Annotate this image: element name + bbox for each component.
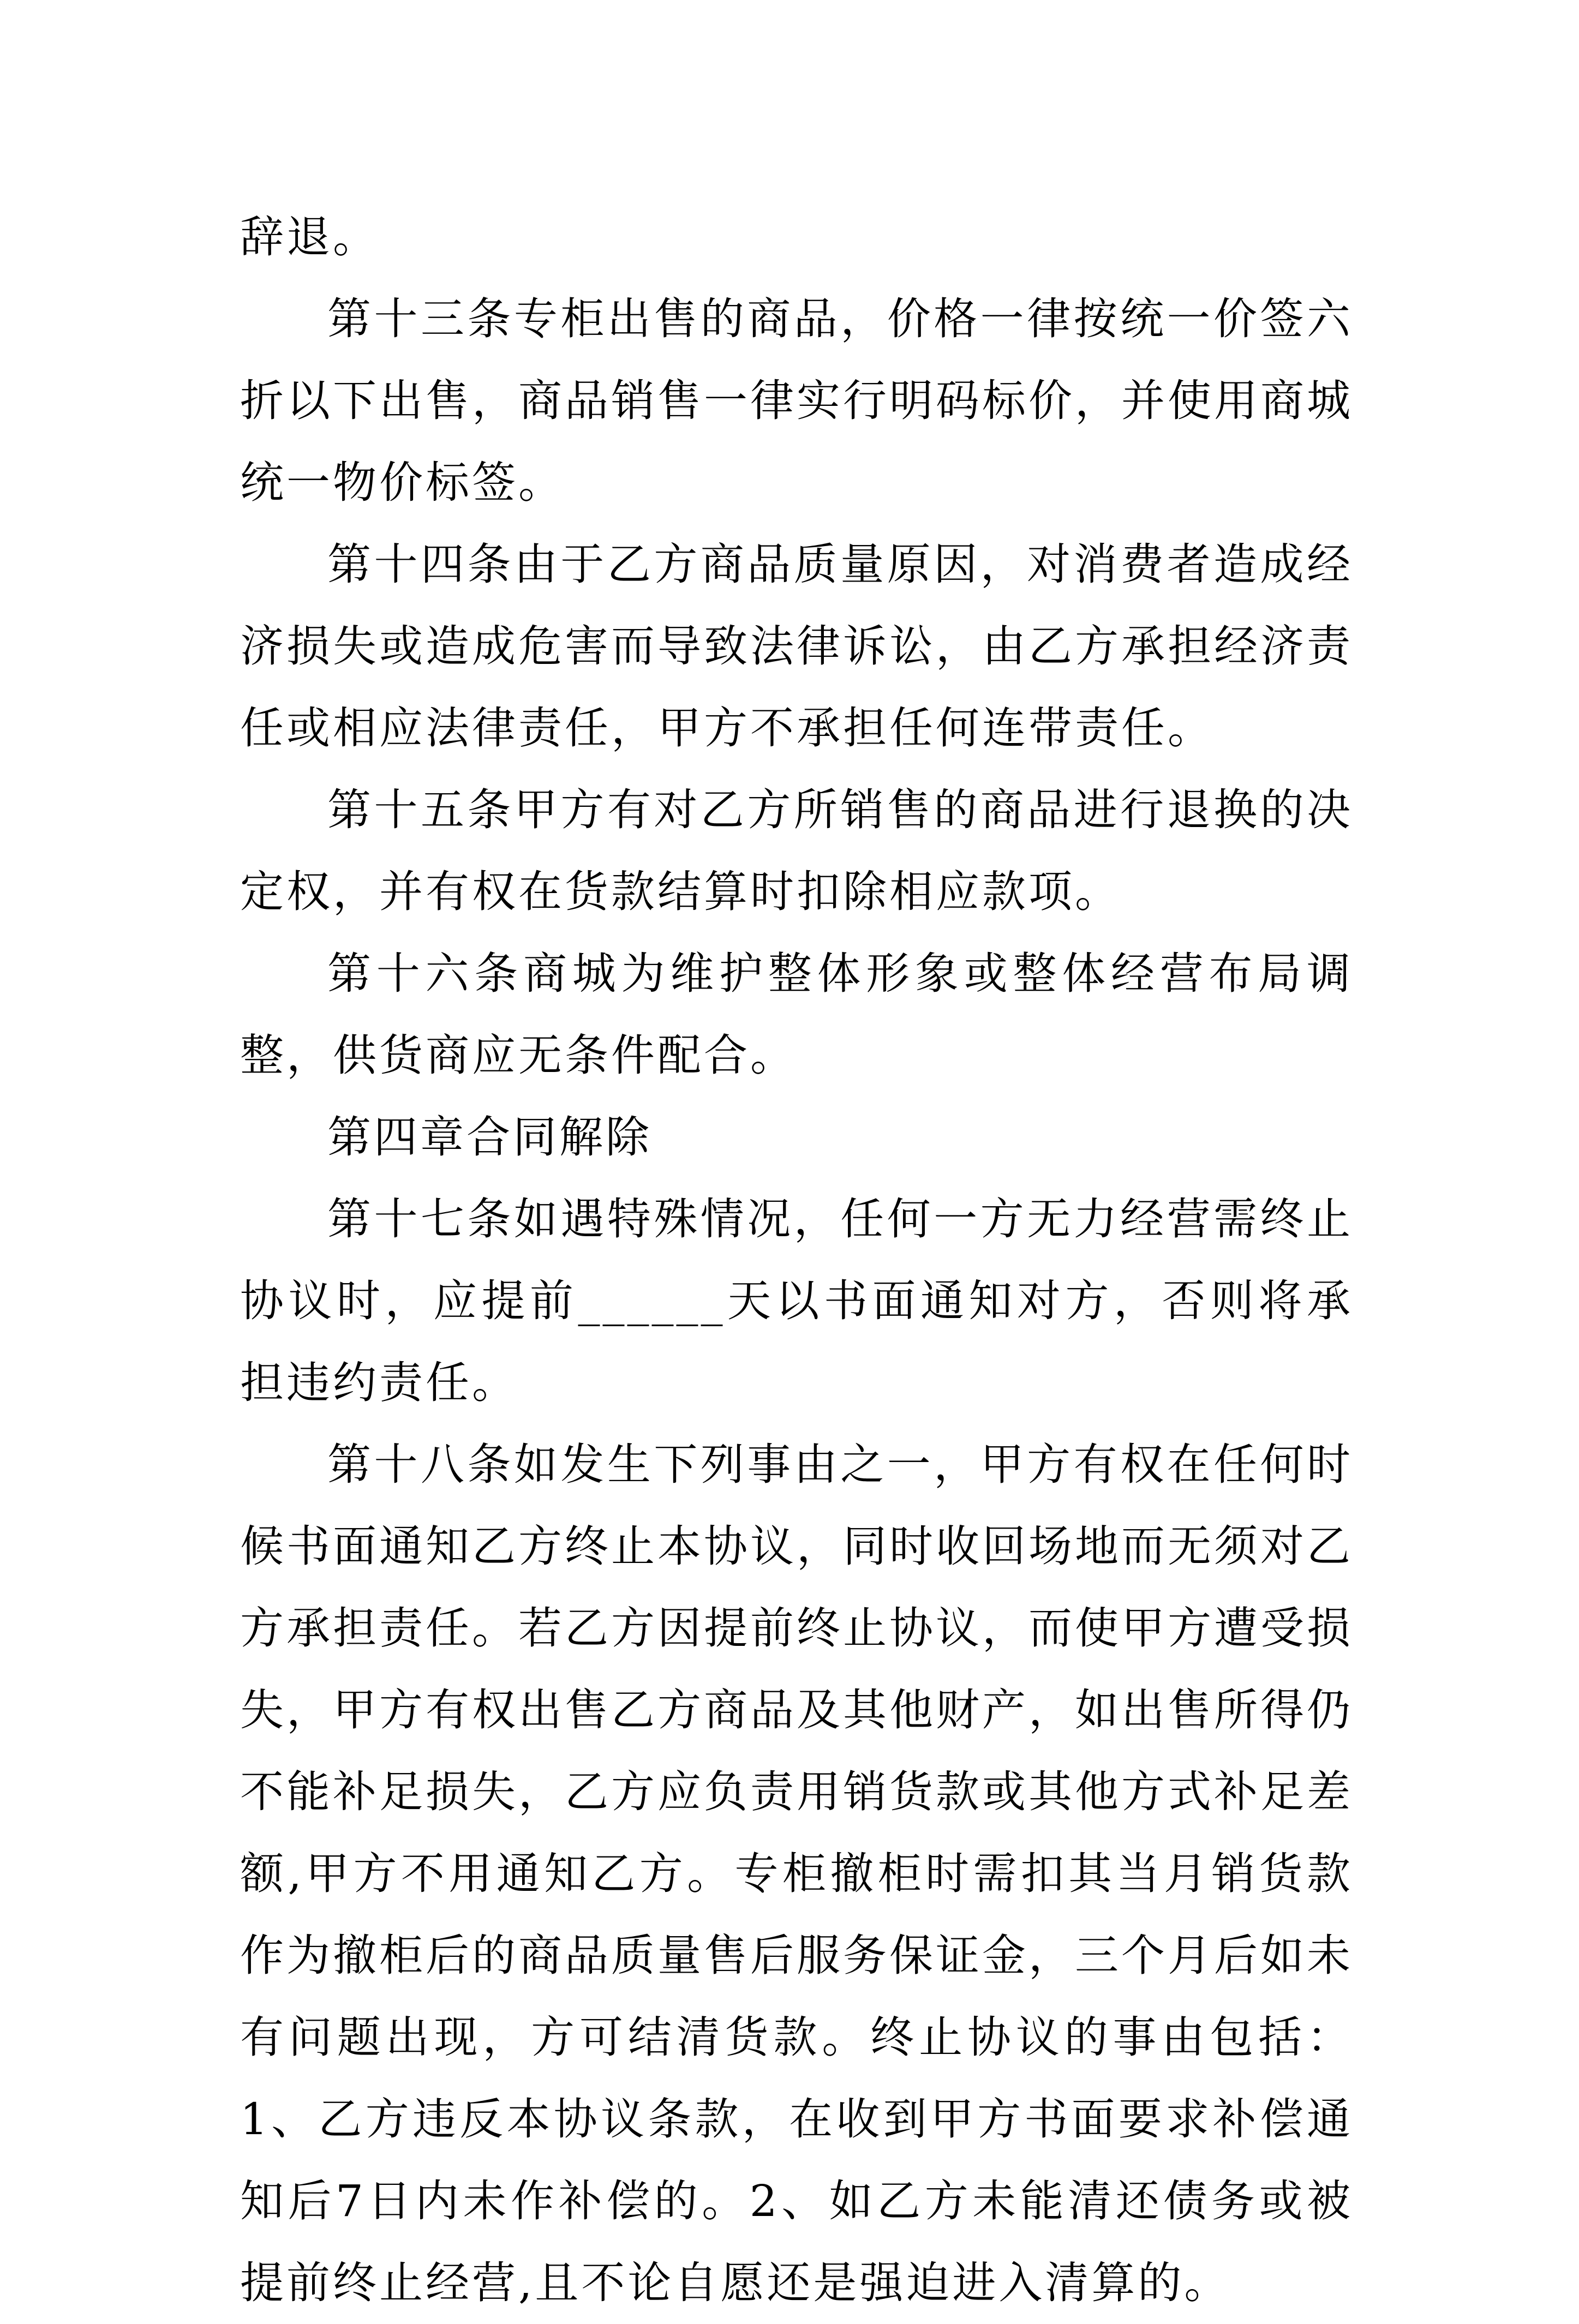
paragraph-article-17: 第十七条如遇特殊情况，任何一方无力经营需终止协议时，应提前______天以书面通知对方，否则将承担违约责任。 bbox=[240, 1194, 1353, 1408]
paragraph-continuation: 辞退。 bbox=[240, 212, 379, 262]
paragraph-article-18: 第十八条如发生下列事由之一，甲方有权在任何时候书面通知乙方终止本协议，同时收回场地而无须对乙方承担责任。若乙方因提前终止协议，而使甲方遭受损失，甲方有权出售乙方商品及其他财产，如出售所得仍不能补足损失，乙方应负责用销货款或其他方式补足差额,甲方不用通知乙方。专柜撤柜时需扣其当月销货款作为撤柜后的商品质量售后服务保证金，三个月后如未有问题出现，方可结清货款。终止协议的事由包括：1、乙方违反本协议条款，在收到甲方书面要求补偿通知后7日内未作补偿的。2、如乙方未能清还债务或被提前终止经营,且不论自愿还是强迫进入清算的。 bbox=[240, 1439, 1353, 2308]
paragraph-article-14: 第十四条由于乙方商品质量原因，对消费者造成经济损失或造成危害而导致法律诉讼，由乙方承担经济责任或相应法律责任，甲方不承担任何连带责任。 bbox=[240, 539, 1353, 753]
paragraph-article-16: 第十六条商城为维护整体形象或整体经营布局调整，供货商应无条件配合。 bbox=[240, 948, 1353, 1081]
paragraph-article-15: 第十五条甲方有对乙方所销售的商品进行退换的决定权，并有权在货款结算时扣除相应款项。 bbox=[240, 784, 1353, 917]
document-body bbox=[240, 196, 1353, 2324]
chapter-heading: 第四章合同解除 bbox=[327, 1112, 652, 1163]
paragraph-article-13: 第十三条专柜出售的商品，价格一律按统一价签六折以下出售，商品销售一律实行明码标价，并使用商城统一物价标签。 bbox=[240, 294, 1353, 508]
